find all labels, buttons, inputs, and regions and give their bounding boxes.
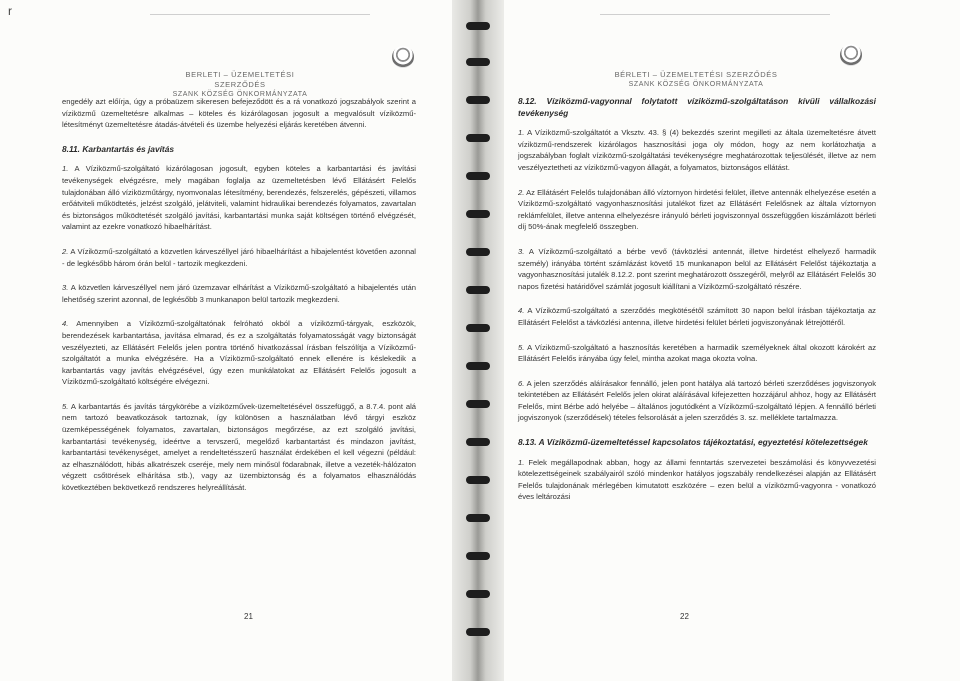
section-title: 8.13. A Víziközmű-üzemeltetéssel kapcsolatos tájékoztatási, egyeztetési kötelezettségek [518,437,868,448]
paragraph: 1. A Víziközmű-szolgáltató kizárólagosan jogosult, egyben köteles a karbantartási és javítási tevékenységek elvégzésre, mely magában foglalja az üzemeltetésben lévő Ellátásért Felelős tulajdonában álló víziközműtárgy, nyomvonalas létesítmény, berendezés, felszerelés, gépészeti, villamos erőátviteli működtetés, jelzést szolgáló, jelátviteli, valamint hidraulikai berendezés folyamatos, zavartalan és biztonságos működtetését szolgáló javítási, karbantartási munka saját költségen történő elvégzését, valamint az ezekre vonatkozó hibaelhárítást. [62,164,416,232]
binding-ring [466,286,490,294]
top-rule [150,14,370,15]
paragraph: 4. A Víziközmű-szolgáltató a szerződés megkötésétől számított 30 napon belül írásban tájékoztatja az Ellátásért Felelőst a távközlési antenna, illetve hirdetési felület bérleti jogviszonyának létrejöttéről. [518,306,876,327]
header-line1: BERLETI – ÜZEMELTETÉSI SZERZŐDÉS [185,70,295,89]
header-line2: SZANK KÖZSÉG ÖNKORMÁNYZATA [172,91,308,98]
binding-ring [466,324,490,332]
binding-ring [466,400,490,408]
binding-ring [466,248,490,256]
right-text [518,96,876,516]
top-rule [600,14,830,15]
paragraph: 5. A Víziközmű-szolgáltató a hasznosítás keretében a harmadik személyeknek által okozott károkért az Ellátásért Felelős irányába úgy felel, mintha azokat maga okozta volna. [518,342,876,364]
paragraph: 6. A jelen szerződés aláírásakor fennálló, jelen pont hatálya alá tartozó bérleti szerződéses jogviszonyok tekintetében az Ellátásért Felelős jelen okirat aláírásával kifejezetten hozzájárul ahhoz, hogy az Ellátásért Felelős, mint Bérbe adó helyébe – általános jogutódként a Víziközmű-szolgáltató lépjen. A fennálló bérleti jogviszonyok (szerződések) tételes felsorolását a jelen szerződés 3. sz. melléklete tartalmazza. [518,378,876,423]
corner-mark: r [8,4,12,18]
binding-ring [466,362,490,370]
paragraph: 3. A Víziközmű-szolgáltató a bérbe vevő (távközlési antennát, illetve hirdetést elhelyező harmadik személy) irányába történt számlázást követő 15 munkanapon belül az Ellátásért Felelőst tájékoztatja a vagyonhasznosítási jutalék 8.12.2. pont szerint meghatározott összegéről, melyről az Ellátásért Felelős 30 napos fizetési határidővel számlát jogosult kiállítani a Víziközmű-szolgáltató részére. [518,246,876,291]
page-number: 22 [680,612,689,621]
binding-ring [466,628,490,636]
header-line1: BÉRLETI – ÜZEMELTETÉSI SZERZŐDÉS [614,70,778,79]
binding-ring [466,210,490,218]
paragraph: 4. Amennyiben a Víziközmű-szolgáltatónak felróható okból a víziközmű-tárgyak, eszközök, berendezések karbantartása, javítása elmarad, és ez a szolgáltatás folyamatosságát vagy biztonságát veszélyezteti, az Ellátásért Felelős jelen pontra történő hivatkozással írásban felszólítja a Víziközmű-szolgáltatót a munka elvégzésére. Ha a Víziközmű-szolgáltató ennek ellenére is késlekedik a karbantartás vagy javítás elvégzésével, úgy ezen munkálatokat az Ellátásért Felelős jogosult a Víziközmű-szolgáltató költségére elvégezni. [62,319,416,387]
paragraph: 3. A közvetlen kárveszéllyel nem járó üzemzavar elhárítást a Víziközmű-szolgáltató a hibajelentés után lehetőség szerint azonnal, de legkésőbb 3 munkanapon belül tartozik megkezdeni. [62,283,416,304]
paragraph: 2. Az Ellátásért Felelős tulajdonában álló víztornyon hirdetési felület, illetve antennák elhelyezése esetén a Víziközmű-szolgáltató vagyonhasznosítási jutalékot fizet az Ellátásért Felelősnek az általa víztornyon reklámfelület, illetve antenna elhelyezésre irányuló bérleti jogviszonnyal összefüggően kiszámlázott bérleti díj 50%-ának megfelelő összegben. [518,187,876,232]
page-number: 21 [244,612,253,621]
right-header [606,70,786,90]
binding-ring [466,552,490,560]
section-title: 8.12. Víziközmű-vagyonnal folytatott víziközmű-szolgáltatáson kívüli vállalkozási tevékenység [518,96,876,118]
binding-ring [466,172,490,180]
paragraph: 5. A karbantartás és javítás tárgykörébe a víziközművek-üzemeltetésével összefüggő, a 8.7.4. pont alá nem tartozó beavatkozások tartoznak, így különösen a használatban lévő tárgyi eszköz üzemképességének folyamatos, zavartalan, biztonságos megőrzése, az ezt szolgáló javítási, karbantartási tevékenység, ideértve a tervszerű, megelőző karbantartást és mindazon javítást, karbantartási tevékenységet, amelyet a rendeltetésszerű használat érdekében el kell végezni (például: az elhasználódott, hibás alkatrészek cseréje, mely nem minősül födarabnak, illetve a vezeték-hálózaton végzett csőtörések elhárítása stb.), vagy az üzembiztonság és a folyamatos elhasználódás következtében bekövetkező rendszeres helyreállítását. [62,401,416,493]
paragraph: 1. Felek megállapodnak abban, hogy az állami fenntartás szervezetei beszámolási és könyvvezetési kötelezettségeinek szabályairól szóló mindenkor hatályos jogszabály rendelkezései alapján az Ellátásért Felelős tulajdonának mérlegében kimutatott eszközére – ezen belül a víziközmű-vagyonra - vonatkozó éves leltározási [518,457,876,502]
binding-ring [466,590,490,598]
binding-ring [466,22,490,30]
header-line2: SZANK KÖZSÉG ÖNKORMÁNYZATA [628,81,764,88]
paragraph: 2. A Víziközmű-szolgáltató a közvetlen kárveszéllyel járó hibaelhárítást a hibajelentést követően azonnal - de legkésőbb három órán belül - tartozik megkezdeni. [62,246,416,268]
left-text [62,96,416,507]
intro-paragraph: engedély azt előírja, úgy a próbaüzem sikeresen befejeződött és a rá vonatkozó jogszabályok szerint a víziközmű üzemeltetésre alkalmas – köteles és kizárólagosan jogosult a megvalósult víziközmű-létesítményt üzemeltetésre átadás-átvételi és üzembe helyezési eljárás keretében átvenni. [62,97,416,130]
binding-ring [466,514,490,522]
logo-icon [392,46,414,68]
binding-ring [466,96,490,104]
logo-icon [840,44,862,66]
binding-ring [466,476,490,484]
section-title: 8.11. Karbantartás és javítás [62,143,175,154]
binding-ring [466,438,490,446]
binding-ring [466,134,490,142]
binding-ring [466,58,490,66]
paragraph: 1. A Víziközmű-szolgáltatót a Vksztv. 43. § (4) bekezdés szerint megilleti az általa üzemeltetésre átvett víziközmű-rendszerek kizárólagos hasznosítási joga oly módon, hogy az nem korlátozhatja a jogszabályban foglalt víziközmű-szolgáltatási tevékenységre meghatározottak teljesülését, illetve az nem veszélyeztetheti az víziközmű-vagyon állagát, a folyamatos, biztonságos ellátást. [518,128,876,172]
